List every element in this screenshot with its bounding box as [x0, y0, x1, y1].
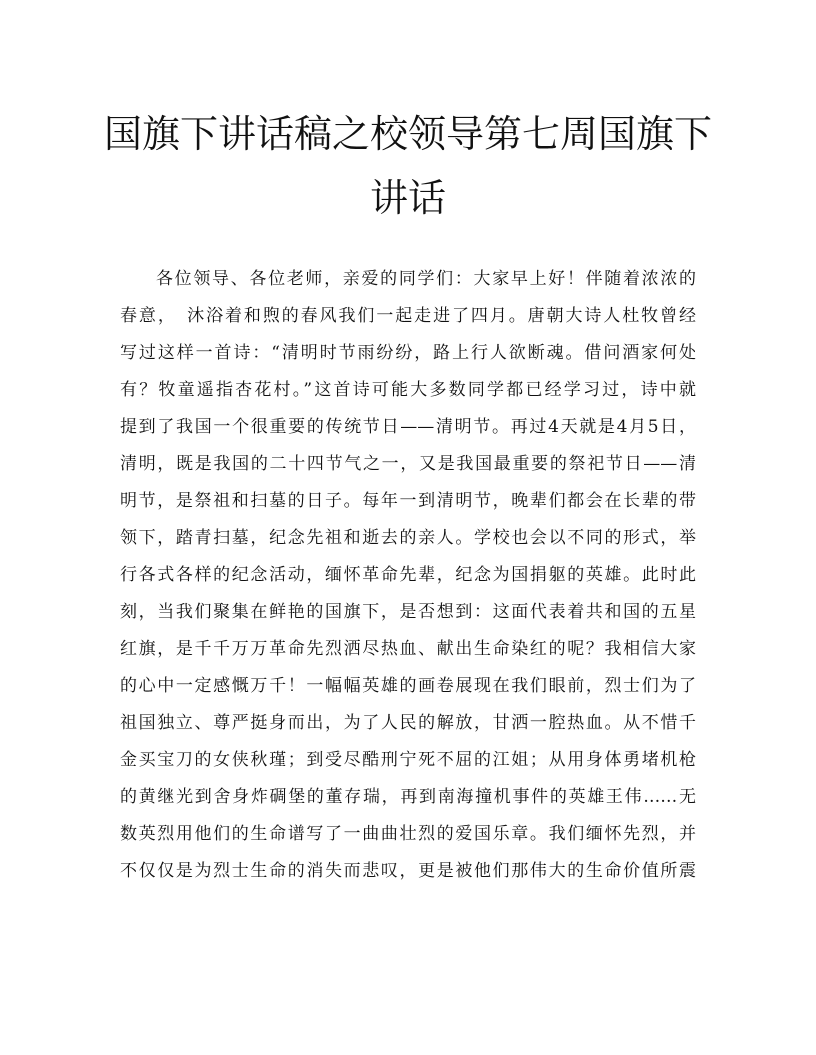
body-line: 刻，当我们聚集在鲜艳的国旗下，是否想到：这面代表着共和国的五星 [120, 602, 696, 622]
body-line: 的心中一定感慨万千！一幅幅英雄的画卷展现在我们眼前，烈士们为了 [120, 676, 696, 696]
body-line: 有？牧童遥指杏花村。”这首诗可能大多数同学都已经学习过，诗中就 [120, 380, 696, 400]
body-line: 写过这样一首诗：“清明时节雨纷纷，路上行人欲断魂。借问酒家何处 [120, 343, 696, 363]
body-line: 不仅仅是为烈士生命的消失而悲叹，更是被他们那伟大的生命价值所震 [120, 861, 696, 881]
body-line: 提到了我国一个很重要的传统节日——清明节。再过4天就是4月5日， [120, 417, 696, 437]
body-line: 红旗，是千千万万革命先烈洒尽热血、献出生命染红的呢？我相信大家 [120, 639, 696, 659]
body-line: 数英烈用他们的生命谱写了一曲曲壮烈的爱国乐章。我们缅怀先烈，并 [120, 824, 696, 844]
body-line: 清明，既是我国的二十四节气之一，又是我国最重要的祭祀节日——清 [120, 454, 696, 474]
body-line: 明节，是祭祖和扫墓的日子。每年一到清明节，晚辈们都会在长辈的带 [120, 491, 696, 511]
body-line: 春意， 沐浴着和煦的春风我们一起走进了四月。唐朝大诗人杜牧曾经 [120, 306, 696, 326]
body-line: 各位领导、各位老师，亲爱的同学们：大家早上好！伴随着浓浓的 [156, 269, 696, 289]
body-line: 的黄继光到舍身炸碉堡的董存瑞，再到南海撞机事件的英雄王伟……无 [120, 787, 696, 807]
body-line: 行各式各样的纪念活动，缅怀革命先辈，纪念为国捐躯的英雄。此时此 [120, 565, 696, 585]
document-body [120, 261, 696, 890]
body-line: 领下，踏青扫墓，纪念先祖和逝去的亲人。学校也会以不同的形式，举 [120, 528, 696, 548]
document-title: 国旗下讲话稿之校领导第七周国旗下讲话 [103, 112, 712, 220]
body-line: 金买宝刀的女侠秋瑾；到受尽酷刑宁死不屈的江姐；从用身体勇堵机枪 [120, 750, 696, 770]
body-line: 祖国独立、尊严挺身而出，为了人民的解放，甘洒一腔热血。从不惜千 [120, 713, 696, 733]
